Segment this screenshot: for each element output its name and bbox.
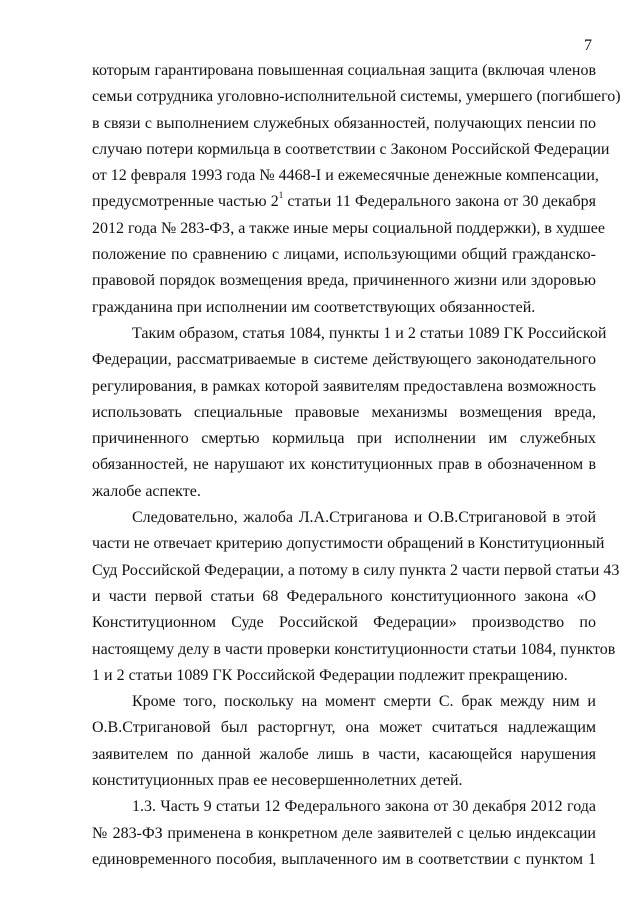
text-line: причиненного смертью кормильца при исполнении им служебных bbox=[92, 430, 596, 448]
text-line: и части первой статьи 68 Федерального конституционного закона «О bbox=[92, 587, 596, 605]
text-line: положение по сравнению с лицами, использующими общий гражданско- bbox=[92, 246, 596, 264]
text-line: регулирования, в рамках которой заявителям предоставлена возможность bbox=[92, 377, 596, 395]
text-line: Следовательно, жалоба Л.А.Стриганова и О.В.Стригановой в этой bbox=[132, 509, 596, 527]
text-line: 2012 года № 283-ФЗ, а также иные меры социальной поддержки), в худшее bbox=[92, 219, 605, 237]
text-line: обязанностей, не нарушают их конституционных прав в обозначенном в bbox=[92, 456, 596, 474]
text-line: единовременного пособия, выплаченного им в соответствии с пунктом 1 bbox=[92, 850, 596, 868]
text-line: конституционных прав ее несовершеннолетних детей. bbox=[92, 772, 463, 790]
text-line: Конституционном Суде Российской Федерации» производство по bbox=[92, 614, 596, 632]
text-line: которым гарантирована повышенная социальная защита (включая членов bbox=[92, 62, 596, 79]
text-line: 1.3. Часть 9 статьи 12 Федерального закона от 30 декабря 2012 года bbox=[132, 798, 596, 816]
page-number: 7 bbox=[584, 37, 592, 54]
text-line: в связи с выполнением служебных обязанностей, получающих пенсии по bbox=[92, 114, 596, 132]
text-line: О.В.Стригановой был расторгнут, она может считаться надлежащим bbox=[92, 719, 596, 737]
text-fragment: статьи 11 Федерального закона от 30 декабря bbox=[283, 193, 596, 211]
text-line: Федерации, рассматриваемые в системе действующего законодательного bbox=[92, 351, 596, 369]
text-line: части не отвечает критерию допустимости обращений в Конституционный bbox=[92, 535, 605, 553]
text-line: гражданина при исполнении им соответствующих обязанностей. bbox=[92, 298, 536, 316]
text-fragment: предусмотренные частью 2 bbox=[92, 193, 279, 211]
text-line: настоящему делу в части проверки конституционности статьи 1084, пунктов bbox=[92, 640, 616, 658]
text-line-with-superscript bbox=[92, 189, 596, 215]
superscript: 1 bbox=[278, 190, 284, 201]
text-line: Суд Российской Федерации, а потому в силу пункта 2 части первой статьи 43 bbox=[92, 561, 620, 579]
text-line: семьи сотрудника уголовно-исполнительной системы, умершего (погибшего) bbox=[92, 88, 621, 106]
text-line: использовать специальные правовые механизмы возмещения вреда, bbox=[92, 403, 596, 421]
text-line: № 283-ФЗ применена в конкретном деле заявителей с целью индексации bbox=[92, 824, 596, 842]
text-line: случаю потери кормильца в соответствии с Законом Российской Федерации bbox=[92, 140, 610, 158]
body-text bbox=[92, 58, 621, 873]
text-line: заявителем по данной жалобе лишь в части, касающейся нарушения bbox=[92, 745, 596, 763]
text-line: 1 и 2 статьи 1089 ГК Российской Федерации подлежит прекращению. bbox=[92, 666, 568, 684]
text-line: жалобе аспекте. bbox=[92, 482, 201, 500]
text-line: правовой порядок возмещения вреда, причиненного жизни или здоровью bbox=[92, 272, 596, 290]
text-line: Кроме того, поскольку на момент смерти С. брак между ним и bbox=[132, 693, 596, 711]
text-line: от 12 февраля 1993 года № 4468-I и ежемесячные денежные компенсации, bbox=[92, 167, 599, 185]
text-line: Таким образом, статья 1084, пункты 1 и 2 статьи 1089 ГК Российской bbox=[132, 324, 607, 342]
